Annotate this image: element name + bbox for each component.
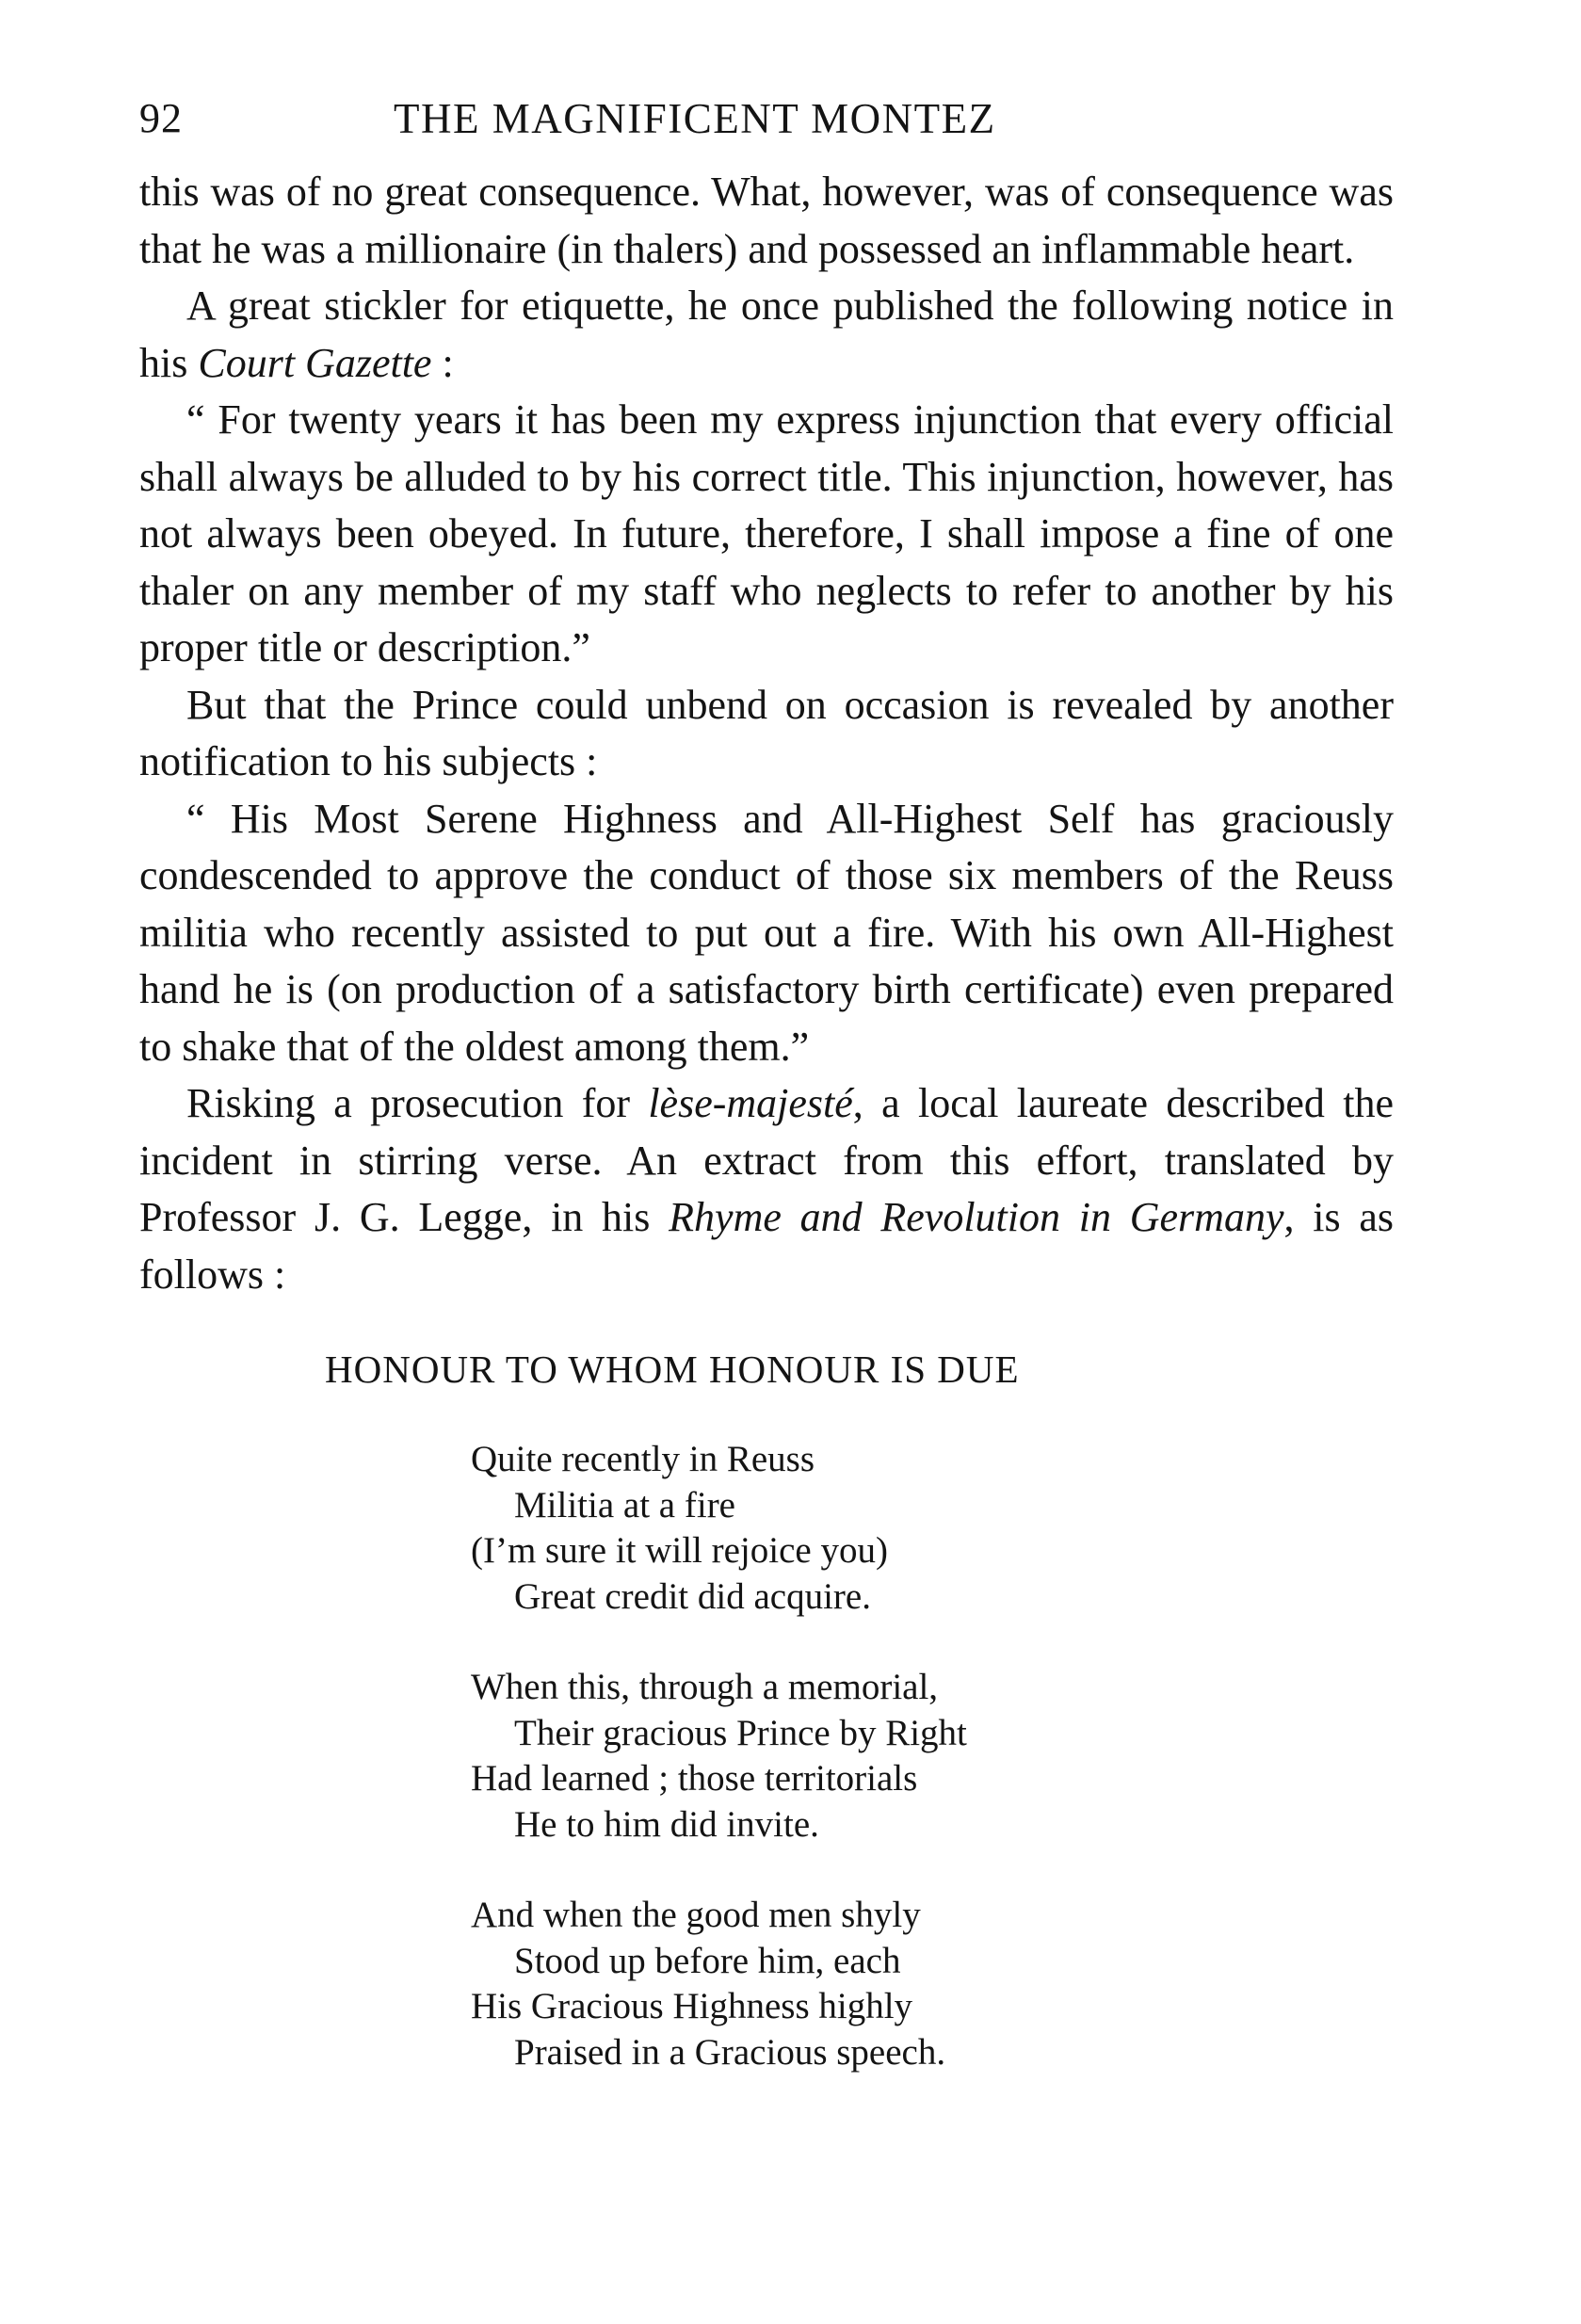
- poem-line: Their gracious Prince by Right: [514, 1712, 967, 1753]
- paragraph-quote-injunction: [139, 392, 1394, 677]
- paragraph-text: Risking a prosecution for: [186, 1080, 649, 1126]
- paragraph-quote-militia: [139, 791, 1394, 1076]
- paragraph-text: , is as follows :: [139, 1194, 1395, 1298]
- paragraph-text: A great stickler for etiquette, he once published the following notice in his: [139, 282, 1394, 386]
- poem-line: And when the good men shyly: [471, 1895, 921, 1935]
- poem: [471, 1437, 1394, 2075]
- poem-line: Had learned ; those territorials: [471, 1758, 918, 1799]
- poem-line: Praised in a Gracious speech.: [514, 2031, 946, 2073]
- body-text: [139, 164, 1394, 1303]
- paragraph-text: “ For twenty years it has been my express injunction that every official shall always be alluded to by his correct title. This injunction, however, has not always been obeyed. In future, therefore, I shall impose a fine of one thaler on any member of my staff who neglects to refer to another by his proper title or description.”: [139, 396, 1394, 670]
- paragraph-text: this was of no great consequence. What, however, was of consequence was that he was a millionaire (in thalers) and possessed an inflammable heart.: [139, 169, 1394, 272]
- paragraph-text: But that the Prince could unbend on occasion is revealed by another notification to his subjects :: [139, 681, 1394, 784]
- paragraph-text: “ His Most Serene Highness and All-Highest Self has graciously condescended to approve the conduct of those six members of the Reuss militia who recently assisted to put out a fire. With his own All-Highest hand he is (on production of a satisfactory birth certificate) even prepared to shake that of the oldest among them.”: [139, 795, 1394, 1070]
- stanza-2: [471, 1665, 1394, 1848]
- paragraph-etiquette: [139, 278, 1394, 392]
- paragraph-text: , a local laureate described the incident in stirring verse. An extract from this effort, translated by Professor J. G. Legge, in his: [139, 1080, 1394, 1240]
- paragraph-unbend: [139, 677, 1394, 791]
- poem-line: Great credit did acquire.: [514, 1575, 871, 1617]
- italic-title: Court Gazette: [198, 339, 432, 386]
- poem-line: He to him did invite.: [514, 1803, 819, 1845]
- paragraph-continued: [139, 164, 1394, 278]
- poem-line: Quite recently in Reuss: [471, 1439, 815, 1479]
- italic-term: lèse-majesté: [648, 1080, 853, 1126]
- poem-line: (I’m sure it will rejoice you): [471, 1530, 888, 1571]
- poem-line: Militia at a fire: [514, 1484, 735, 1525]
- running-head: [139, 94, 1394, 164]
- poem-line: His Gracious Highness highly: [471, 1986, 913, 2026]
- book-page: [139, 94, 1394, 2121]
- running-title: THE MAGNIFICENT MONTEZ: [394, 95, 996, 142]
- paragraph-laureate: [139, 1075, 1394, 1303]
- page-number: 92: [139, 95, 183, 141]
- italic-book-title: Rhyme and Revolution in Germany: [669, 1194, 1284, 1240]
- poem-line: Stood up before him, each: [514, 1940, 901, 1981]
- stanza-1: [471, 1437, 1394, 1620]
- stanza-3: [471, 1893, 1394, 2075]
- paragraph-text: :: [431, 339, 454, 386]
- poem-title: HONOUR TO WHOM HONOUR IS DUE: [325, 1348, 1020, 1391]
- poem-line: When this, through a memorial,: [471, 1667, 939, 1707]
